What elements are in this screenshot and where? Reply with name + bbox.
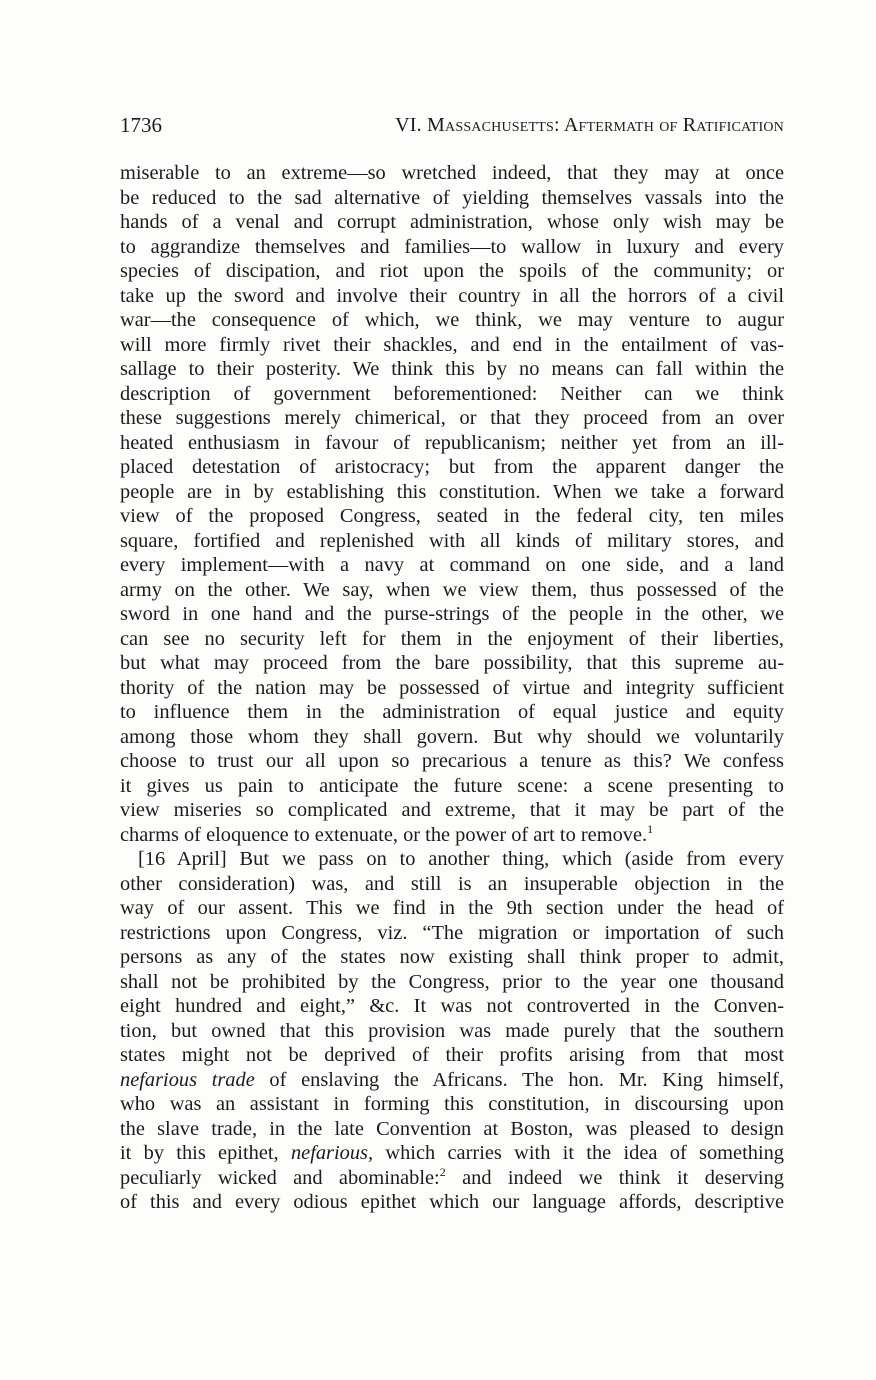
text-segment: miserable to an extreme—so wretched indeed, that they may at once [120, 162, 784, 184]
text-segment: among those whom they shall govern. But why should we voluntarily [120, 725, 784, 748]
text-line [120, 921, 784, 946]
text-segment: tion, but owned that this provision was made purely that the southern [120, 1019, 784, 1042]
text-line [120, 823, 784, 848]
text-segment: war—the consequence of which, we think, we may venture to augur [120, 309, 784, 331]
text-line [120, 896, 784, 921]
text-line [120, 1043, 784, 1068]
text-line [120, 798, 784, 823]
running-head: VI. Massachusetts: Aftermath of Ratification [395, 114, 784, 136]
text-line [120, 1166, 784, 1191]
text-segment: and indeed we think it deserving [445, 1166, 784, 1189]
text-line [120, 186, 784, 211]
text-segment: heated enthusiasm in favour of republicanism; neither yet from an ill- [120, 431, 784, 454]
text-line [120, 553, 784, 578]
text-line [120, 1092, 784, 1117]
text-line [120, 1019, 784, 1044]
text-segment: description of government beforementioned: Neither can we think [120, 382, 784, 405]
text-segment: eight hundred and eight,” &c. It was not controverted in the Conven- [120, 995, 784, 1017]
text-segment: states might not be deprived of their profits arising from that most [120, 1044, 784, 1066]
text-segment: choose to trust our all upon so precarious a tenure as this? We confess [120, 750, 784, 772]
text-line [120, 774, 784, 799]
body-text [120, 161, 784, 1215]
text-segment: people are in by establishing this constitution. When we take a forward [120, 480, 784, 503]
italic-text: nefarious, [290, 1142, 374, 1164]
text-segment: these suggestions merely chimerical, or that they proceed from an over [120, 407, 784, 429]
footnote-ref: 2 [439, 1164, 446, 1179]
text-line [120, 676, 784, 701]
text-segment: peculiarly wicked and abominable: [120, 1166, 440, 1189]
text-line [120, 749, 784, 774]
text-line [120, 480, 784, 505]
text-line [120, 308, 784, 333]
text-line [120, 651, 784, 676]
text-segment: hands of a venal and corrupt administration, whose only wish may be [120, 211, 784, 233]
footnote-ref: 1 [647, 821, 654, 836]
text-segment: it by this epithet, [120, 1142, 291, 1164]
text-line [120, 406, 784, 431]
text-segment: take up the sword and involve their country in all the horrors of a civil [120, 284, 784, 307]
text-line [120, 994, 784, 1019]
text-segment: sword in one hand and the purse-strings of the people in the other, we [120, 603, 784, 625]
text-line [120, 700, 784, 725]
text-line [120, 382, 784, 407]
text-line [120, 504, 784, 529]
text-segment: shall not be prohibited by the Congress, prior to the year one thousand [120, 970, 784, 993]
text-line [120, 872, 784, 897]
text-line [120, 578, 784, 603]
text-line [120, 1068, 784, 1093]
text-segment: be reduced to the sad alternative of yielding themselves vassals into the [120, 186, 784, 209]
text-segment: will more firmly rivet their shackles, and end in the entailment of vas- [120, 333, 784, 356]
text-line [120, 259, 784, 284]
text-segment: way of our assent. This we find in the 9th section under the head of [120, 897, 784, 919]
page-header [120, 111, 784, 141]
text-segment: persons as any of the states now existing shall think proper to admit, [120, 946, 784, 968]
text-line [120, 602, 784, 627]
text-segment: it gives us pain to anticipate the future scene: a scene presenting to [120, 774, 784, 797]
text-line [120, 1117, 784, 1142]
text-line [120, 1190, 784, 1215]
text-line [120, 1141, 784, 1166]
text-segment: to influence them in the administration of equal justice and equity [120, 701, 784, 723]
text-segment: of enslaving the Africans. The hon. Mr. King himself, [254, 1068, 784, 1091]
text-line [120, 210, 784, 235]
text-segment: square, fortified and replenished with all kinds of military stores, and [120, 529, 784, 552]
text-segment: view of the proposed Congress, seated in the federal city, ten miles [120, 505, 784, 527]
italic-text: nefarious trade [120, 1068, 255, 1091]
text-segment: to aggrandize themselves and families—to wallow in luxury and every [120, 235, 784, 258]
text-segment: placed detestation of aristocracy; but from the apparent danger the [120, 456, 784, 478]
text-segment: who was an assistant in forming this constitution, in discoursing upon [120, 1093, 784, 1115]
text-line [120, 357, 784, 382]
text-line [120, 431, 784, 456]
text-segment: charms of eloquence to extenuate, or the power of art to remove. [120, 823, 648, 846]
text-line [120, 284, 784, 309]
text-line [120, 235, 784, 260]
text-segment: other consideration) was, and still is an insuperable objection in the [120, 872, 784, 895]
text-line [120, 161, 784, 186]
text-line [120, 333, 784, 358]
text-segment: thority of the nation may be possessed of virtue and integrity sufficient [120, 676, 784, 699]
page-number: 1736 [120, 113, 162, 137]
text-segment: species of discipation, and riot upon the spoils of the community; or [120, 260, 784, 282]
text-line [120, 847, 784, 872]
text-segment: of this and every odious epithet which our language affords, descriptive [120, 1191, 784, 1213]
text-segment: sallage to their posterity. We think this by no means can fall within the [120, 358, 784, 380]
text-line [120, 455, 784, 480]
text-line [120, 945, 784, 970]
text-segment: view miseries so complicated and extreme, that it may be part of the [120, 799, 784, 821]
text-line [120, 970, 784, 995]
text-line [120, 725, 784, 750]
text-line [120, 627, 784, 652]
text-segment: every implement—with a navy at command on one side, and a land [120, 554, 784, 576]
text-segment: restrictions upon Congress, viz. “The migration or importation of such [120, 921, 784, 944]
text-line [120, 529, 784, 554]
text-segment: which carries with it the idea of something [373, 1142, 784, 1164]
text-segment: but what may proceed from the bare possibility, that this supreme au- [120, 652, 784, 674]
text-segment: can see no security left for them in the enjoyment of their liberties, [120, 627, 784, 650]
text-segment: the slave trade, in the late Convention at Boston, was pleased to design [120, 1117, 784, 1140]
text-segment: [16 April] But we pass on to another thing, which (aside from every [138, 848, 784, 870]
text-segment: army on the other. We say, when we view them, thus possessed of the [120, 578, 784, 601]
